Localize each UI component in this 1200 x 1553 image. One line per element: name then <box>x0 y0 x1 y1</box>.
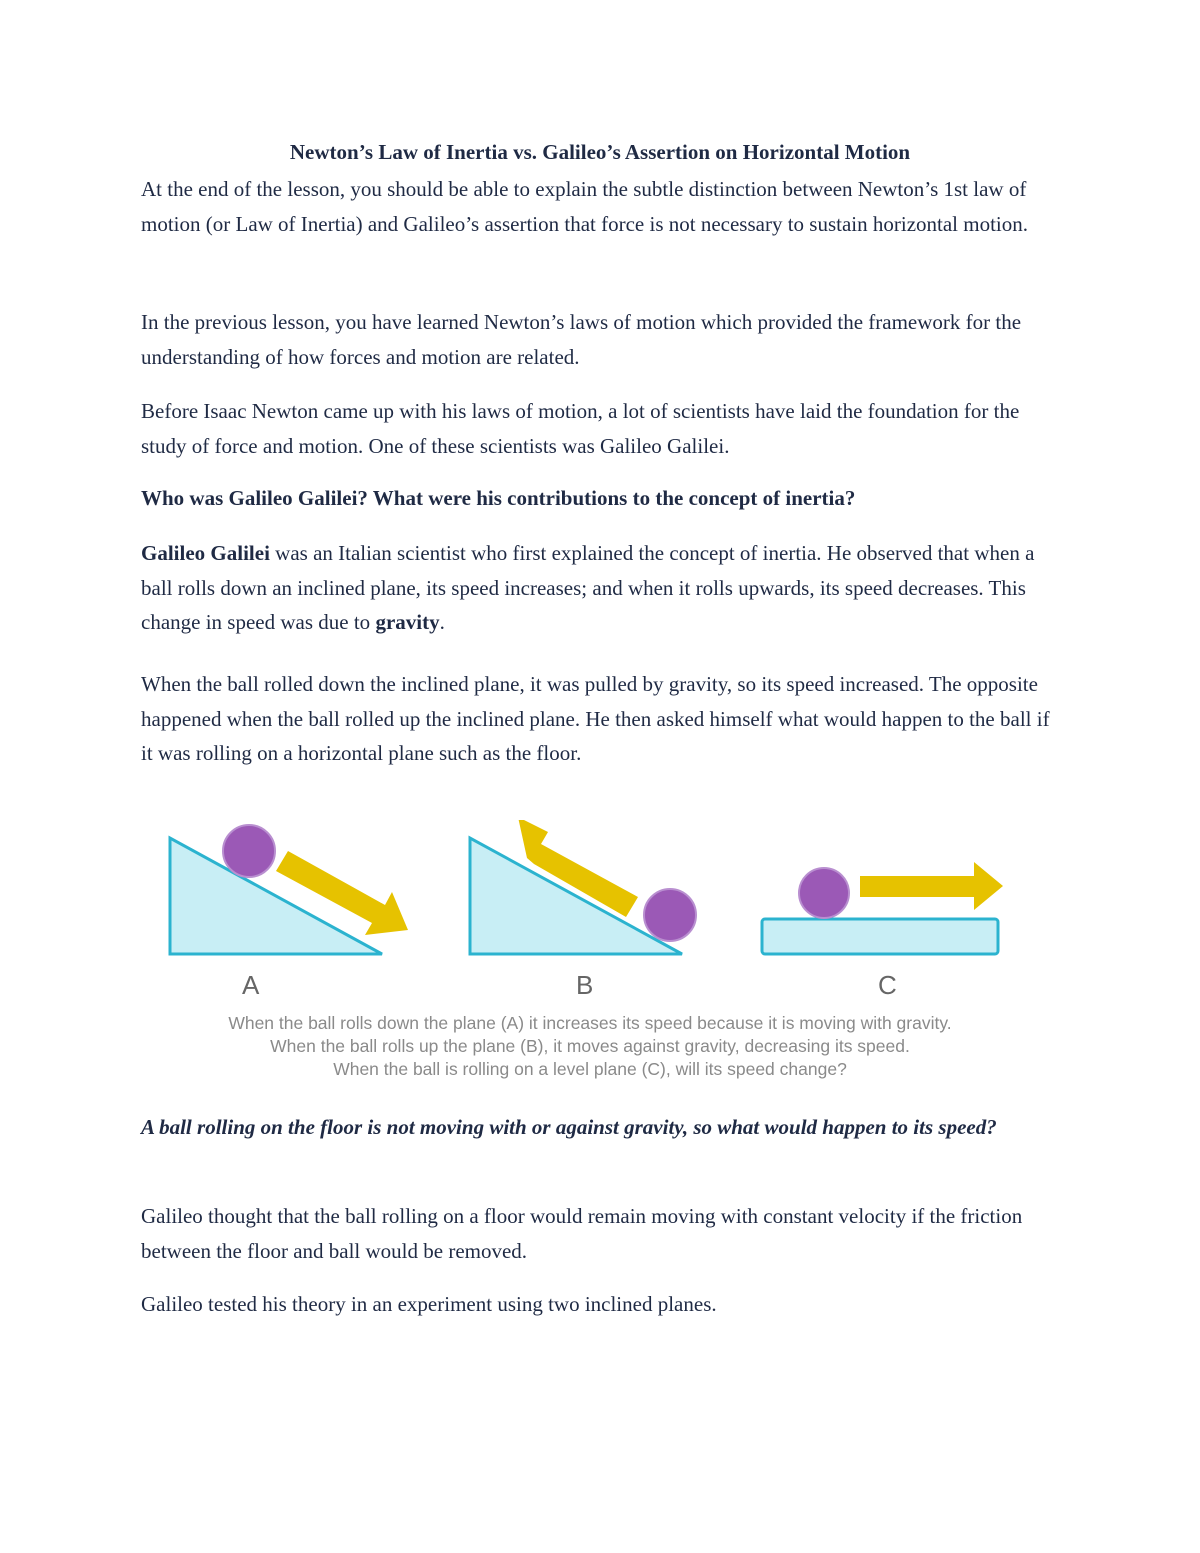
galileo-heading: Who was Galileo Galilei? What were his contributions to the concept of inertia? <box>141 486 856 510</box>
label-b: B <box>576 970 594 1000</box>
ball-b <box>644 889 696 941</box>
figure-caption-line-1: When the ball rolls down the plane (A) it increases its speed because it is moving with gravity. <box>228 1013 952 1033</box>
galileo-paragraph <box>141 536 1066 640</box>
plane-c <box>762 919 998 954</box>
plane-b <box>470 838 682 954</box>
galileo-name: Galileo Galilei <box>141 541 270 565</box>
galileo-tested-paragraph: Galileo tested his theory in an experiment using two inclined planes. <box>141 1292 717 1316</box>
ball-a <box>223 825 275 877</box>
galileo-text: was an Italian scientist who first explained the concept of inertia. He observed that when a ball rolls down an inclined plane, its speed increases; and when it rolls upwards, its speed decreases. This change in speed was due to <box>141 541 1035 634</box>
before-newton-paragraph: Before Isaac Newton came up with his laws of motion, a lot of scientists have laid the foundation for the study of force and motion. One of these scientists was Galileo Galilei. <box>141 399 1020 458</box>
galileo-thought-paragraph: Galileo thought that the ball rolling on a floor would remain moving with constant velocity if the friction between the floor and ball would be removed. <box>141 1204 1023 1263</box>
ball-rolled-paragraph: When the ball rolled down the inclined plane, it was pulled by gravity, so its speed increased. The opposite happened when the ball rolled up the inclined plane. He then asked himself what would happen to the ball if it was rolling on a horizontal plane such as the floor. <box>141 672 1050 765</box>
label-c: C <box>878 970 897 1000</box>
intro-paragraph: At the end of the lesson, you should be able to explain the subtle distinction between Newton’s 1st law of motion (or Law of Inertia) and Galileo’s assertion that force is not necessary to sustain horizontal motion. <box>141 177 1029 236</box>
figure-illustration <box>160 820 1020 970</box>
floor-question: A ball rolling on the floor is not moving with or against gravity, so what would happen to its speed? <box>141 1115 997 1139</box>
label-a: A <box>242 970 260 1000</box>
page-title: Newton’s Law of Inertia vs. Galileo’s Assertion on Horizontal Motion <box>289 140 911 164</box>
galileo-end: . <box>439 610 445 634</box>
figure-caption-line-3: When the ball is rolling on a level plane (C), will its speed change? <box>333 1059 847 1079</box>
previous-lesson-paragraph: In the previous lesson, you have learned Newton’s laws of motion which provided the framework for the understanding of how forces and motion are related. <box>141 310 1022 369</box>
gravity-keyword: gravity <box>375 610 440 634</box>
arrow-c-icon <box>860 862 1003 910</box>
ball-c <box>799 868 849 918</box>
figure-caption-line-2: When the ball rolls up the plane (B), it moves against gravity, decreasing its speed. <box>270 1036 910 1056</box>
inclined-plane-figure <box>160 820 1020 1090</box>
